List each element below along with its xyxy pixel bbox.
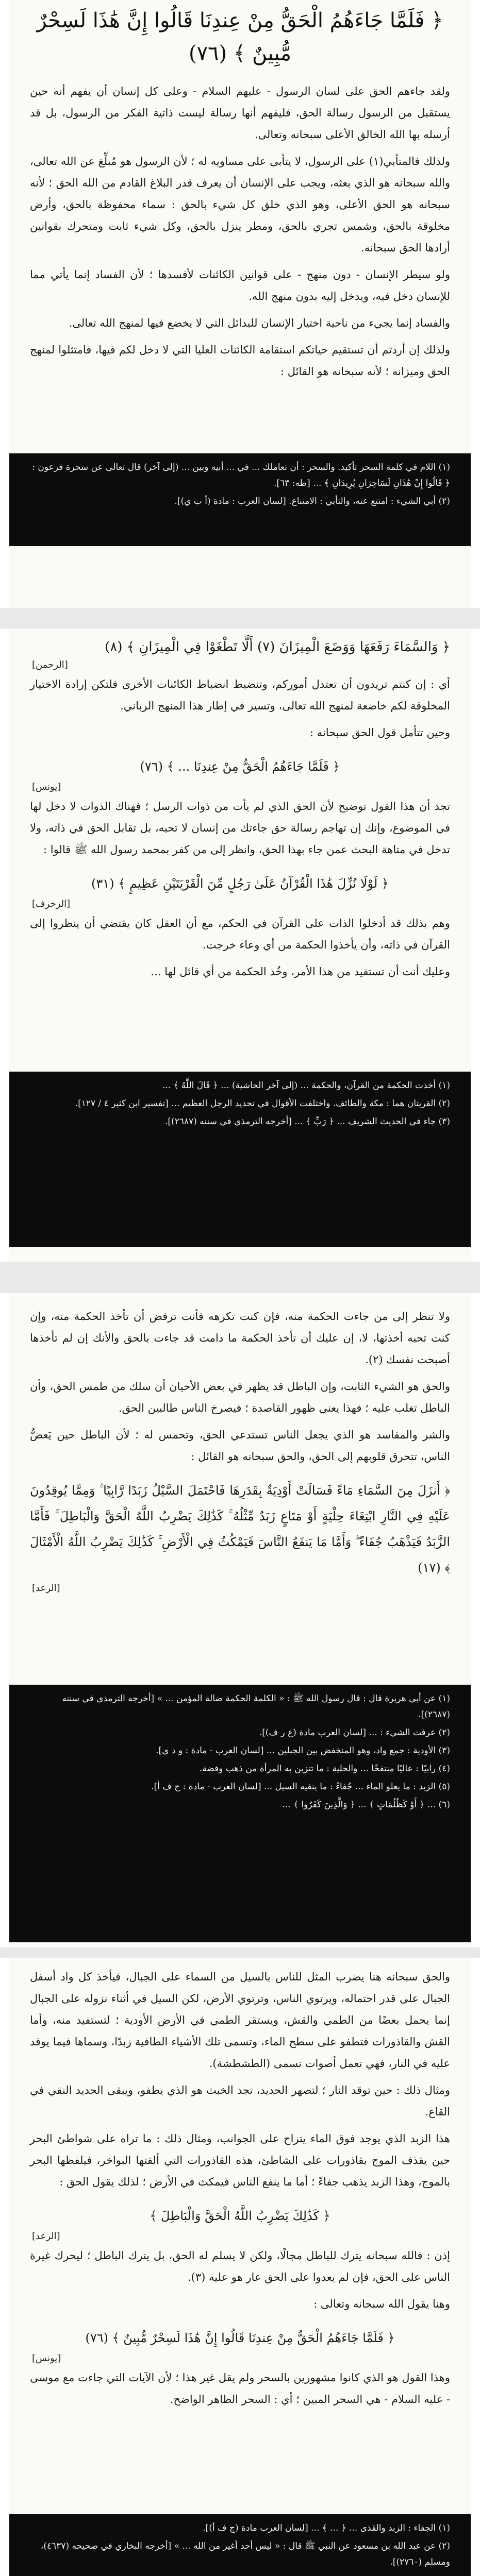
quote-reference: [الرعد] <box>32 1583 60 1594</box>
page-body <box>9 1293 471 1476</box>
footnote: (٥) الزبد : ما يعلو الماء ... جُفاءً : ما ينفيه السيل ... [لسان العرب - مادة : ج ف أ]. <box>151 1782 450 1792</box>
paragraph: والحق سبحانه هنا يضرب المثل للناس بالسيل من السماء على الجبال، فيأخذ كل واد أسفل الجبال على قدر احتماله، ويرتوي الناس، وترتوي الأرض، لكن السيل في أثناء نزوله على الجبال إنما يحمل بعضًا من الطمي والقش، ويستقر الطمي في الأرض الأودية ؛ لتستفيد منه، وأما القش والقاذورات فتطفو على سطح الماء، وتسمى تلك الأشياء الطافية زبدًا، وسماها فيما يوقد عليه في النار، فهي تعمل أصوات تسمى (الطشطشة). <box>30 1971 450 2070</box>
page-separator <box>0 608 480 629</box>
paragraph: هذا الزبد الذي يوجد فوق الماء يتزاح على الجوانب، ومثال ذلك : ما تراه على شواطئ البحر حين يقذف الموج بقاذورات على الشاطئ، هذه القاذورات التي ألقتها البواخر، فيلفظها البحر بالموج، وهذا الزبد يذهب جفاءً ؛ أما ما ينفع الناس فيمكث في الأرض ؛ لذلك يقول الحق : <box>30 2132 450 2188</box>
quran-quote: ﴿ أَنزَلَ مِنَ السَّمَاءِ مَاءً فَسَالَتْ أَوْدِيَةٌ بِقَدَرِهَا فَاحْتَمَلَ السَّيْلُ زَبَدًا رَّابِيًا ۚ وَمِمَّا يُوقِدُونَ عَلَيْهِ فِي النَّارِ ابْتِغَاءَ حِلْيَةٍ أَوْ مَتَاعٍ زَبَدٌ مِّثْلُهُ ۚ كَذَٰلِكَ يَضْرِبُ اللَّهُ الْحَقَّ وَالْبَاطِلَ ۚ فَأَمَّا الزَّبَدُ فَيَذْهَبُ جُفَاءً ۖ وَأَمَّا مَا يَنفَعُ النَّاسَ فَيَمْكُثُ فِي الْأَرْضِ ۚ كَذَٰلِكَ يَضْرِبُ اللَّهُ الْأَمْثَالَ ﴾ (١٧) <box>30 1483 450 1575</box>
paragraph: وهم بذلك قد أدخلوا الذات على القرآن في الحكم، مع أن العقل كان يقتضي أن ينظروا إلى القرآن في ذاته، وأن يأخذوا الحكمة من أي وعاء خرجت. <box>30 917 450 951</box>
page-separator <box>0 1947 480 1958</box>
quran-quote: ﴿ لَوْلَا نُزِّلَ هَٰذَا الْقُرْآنُ عَلَىٰ رَجُلٍ مِّنَ الْقَرْيَتَيْنِ عَظِيمٍ ﴾ (٣١) <box>91 876 389 891</box>
footnotes-box <box>9 1685 471 1942</box>
quote-reference: [يونس] <box>32 782 61 792</box>
page-4 <box>9 1958 471 2576</box>
page-body <box>9 77 471 391</box>
footnote: (١) اللام في كلمة السحر تأكيد. والسحر : أن تعاملك ... في ... أبيه وبين ... (إلى آخر) قال تعالى عن سحرة فرعون : ﴿ قَالُوا إِنْ هَٰذَانِ لَسَاحِرَانِ يُرِيدَانِ ﴾ ... [طه: ٦٣]. <box>32 462 450 488</box>
paragraph: تجد أن هذا القول توضيح لأن الحق الذي لم يأت من ذوات الرسل ؛ فهناك الذوات لا دخل لها في الموضوع، وإنك إن تهاجم رسالة حق جاءتك من إنسان لا تحبه، بل تقابل الحق في ذاته، ولا تدخل في متاهة البحث عمن جاء بهذا الحق، وانظر إلى من كفر بمحمد رسول الله ﷺ قالوا : <box>30 800 450 856</box>
footnote: (٦) ... ﴿ أَوْ كَظُلُمَاتٍ ﴾ ... ﴿ وَالَّذِينَ كَفَرُوا ﴾ ... <box>282 1800 450 1810</box>
paragraph: ولذلك فالمتأبي(١) على الرسول، لا يتأبى على مساويه له ؛ لأن الرسول هو مُبلِّغ عن الله تعالى، والله سبحانه هو الذي بعثه، ويجب على الإنسان أن يعرف قدر البلاغ القادم من الله الحق ؛ لأنه سبحانه هو الحق الأعلى، وهو الذي خلق كل شيء بالحق : سماء محفوظة بالحق، وأرض مخلوقة بالحق، وشمس تجري بالحق، ومطر ينزل بالحق، وكل شيء ثابت ومتحرك بقوانين أرادها الحق سبحانه. <box>30 155 450 254</box>
quran-quote: ﴿ كَذَٰلِكَ يَضْرِبُ اللَّهُ الْحَقَّ وَالْبَاطِلَ ﴾ <box>150 2209 330 2223</box>
footnotes-box <box>9 1072 471 1247</box>
page-body <box>9 2242 471 2323</box>
footnote: (١) الجفاء : الزبد والقذى ... ﴿ ... ﴾ ... [لسان العرب مادة (ج ف أ)]. <box>203 2523 450 2533</box>
footnote: (٢) أبي الشيء : امتنع عنه، والتأبي : الامتناع. [لسان العرب : مادة (أ ب ي)]. <box>174 496 450 506</box>
paragraph: وهذا القول هو الذي كانوا مشهورين بالسحر ولم يقل غير هذا ؛ لأن الآيات التي جاءت مع موسى - عليه السلام - هي السحر المبين ؛ أي : السحر الظاهر الواضح. <box>30 2371 450 2405</box>
footnote: (٣) جاء في الحديث الشريف ... ﴿ رَبِّ ﴾ ... [أخرجه الترمذي في سننه (٢٦٨٧)]. <box>165 1116 450 1127</box>
footnote: (٢) عرفت الشيء : ... [لسان العرب مادة (ع ر ف)]. <box>259 1727 450 1738</box>
footnote: (١) عن أبي هريرة قال : قال رسول الله ﷺ : « الكلمة الحكمة ضالة المؤمن ... » [أخرجه الترمذي في سننه (٢٦٨٧)]. <box>62 1693 450 1720</box>
quran-quote: ﴿ فَلَمَّا جَاءَهُمُ الْحَقُّ مِنْ عِندِنَا ... ﴾ (٧٦) <box>140 759 340 774</box>
verse-heading: ﴿ وَالسَّمَاءَ رَفَعَهَا وَوَضَعَ الْمِيزَانَ (٧) أَلَّا تَطْغَوْا فِي الْمِيزَانِ ﴾ (٨) <box>105 639 450 655</box>
paragraph: وحين تتأمل قول الحق سبحانه : <box>309 726 450 739</box>
quote-reference: [الرعد] <box>32 2231 60 2242</box>
paragraph: والحق هو الشيء الثابت، وإن الباطل قد يظهر في بعض الأحيان أن سلك من طمس الحق، وأن الباطل تغلب عليه ؛ فهذا يعني ظهور القاصدة ؛ فيصرخ الناس طالبين الحق. <box>30 1380 450 1414</box>
paragraph: وهنا يقول الله سبحانه وتعالى : <box>313 2298 450 2310</box>
footnote: (٢) عن عبد الله بن مسعود عن النبي ﷺ قال : « ليس أحد أغير من الله ... » [أخرجه البخاري في صحيحه (٤٦٣٧)، ومسلم (٢٧٦٠)]. <box>40 2541 450 2567</box>
footnotes-box <box>9 2514 471 2576</box>
quran-quote: ﴿ فَلَمَّا جَاءَهُمُ الْحَقُّ مِنْ عِندِنَا قَالُوا إِنَّ هَٰذَا لَسِحْرٌ مُّبِينٌ ﴾ (٧٦) <box>85 2331 395 2345</box>
page-body <box>9 1958 471 2201</box>
page-body <box>9 2364 471 2418</box>
paragraph: والشر والمفاسد هو الذي يجعل الناس تستدعي الحق، وتحمس له ؛ لأن الباطل حين يَعضُّ الناس، تتحرق قلوبهم إلى الحق، والحق سبحانه هو القائل : <box>30 1429 450 1463</box>
verse-reference: [الرحمن] <box>32 659 68 670</box>
verse-heading: ﴿ فَلَمَّا جَاءَهُمُ الْحَقُّ مِنْ عِندِنَا قَالُوا إِنَّ هَٰذَا لَسِحْرٌ مُّبِينٌ ﴾ (٧٦) <box>37 9 443 65</box>
quote-reference: [الزخرف] <box>32 899 71 909</box>
footnote: (٤) رابيًا : عاليًا منتفخًا ... والحلية : ما تتزين به المرأة من ذهب وفضة. <box>199 1764 450 1774</box>
footnote: (٣) الأودية : جمع واد، وهو المنخفض بين الجبلين ... [لسان العرب - مادة : و د ي]. <box>156 1745 450 1756</box>
paragraph: ولذلك إن أردتم أن تستقيم حياتكم استقامة الكائنات العليا التي لا دخل لكم فيها، فامتثلوا لمنهج الحق وميزانه ؛ لأنه سبحانه هو القائل : <box>30 344 450 378</box>
paragraph: والفساد إنما يجيء من ناحية اختيار الإنسان للبدائل التي لا يخضع فيها لمنهج الله تعالى. <box>69 317 450 329</box>
page-body <box>9 909 471 991</box>
paragraph: أي : إن كنتم تريدون أن تعتدل أموركم، وتنضبط انضباط الكائنات الأخرى فلتكن إرادة الاختيار المخلوقة لكم خاضعة لمنهج الله تعالى، وتسير في إطار هذا المنهج الرباني. <box>30 678 450 712</box>
paragraph: ومثال ذلك : حين توقد النار ؛ لتصهر الحديد، تجد الخبث هو الذي يطفو، ويبقى الحديد النقي في القاع. <box>30 2084 450 2118</box>
page-body <box>9 670 471 752</box>
footnote: (٢) القريتان هما : مكة والطائف. واختلفت الأقوال في تحديد الرجل العظيم ... [تفسير ابن كثير ٤ / ١٢٧]. <box>75 1098 450 1109</box>
page-separator <box>0 1262 480 1293</box>
paragraph: ولو سيطر الإنسان - دون منهج - على قوانين الكائنات لأفسدها ؛ لأن الفساد إنما يأتي مما للإنسان دخل فيه، ويدخل إليه بدون منهج الله. <box>30 268 450 302</box>
quote-reference: [يونس] <box>32 2353 61 2364</box>
footnotes-box <box>9 453 471 546</box>
page-body <box>9 792 471 869</box>
paragraph: وعليك أنت أن تستفيد من هذا الأمر، وخُذ الحكمة من أي قائل لها ... <box>151 965 450 978</box>
footnote: (١) أخذت الحكمة من القرآن، والحكمة ... (إلى آخر الحاشية) ... ﴿ قَالَ اللَّهُ ﴾ ... <box>162 1080 450 1091</box>
paragraph: ولا تنظر إلى من جاءت الحكمة منه، فإن كنت تكرهه فأنت ترفض أن تأخذ الحكمة منه، وإن كنت تحبه أخذتها، لا، إن عليك أن تأخذ الحكمة ما دامت قد جاءت بالحق والأنك إن لم تأخذها أصبحت نفسك (٢). <box>30 1310 450 1366</box>
paragraph: ولقد جاءهم الحق على لسان الرسول - عليهم السلام - وعلى كل إنسان أن يفهم أنه حين يستقبل من الرسول رسالة الحق، فليفهم أنها رسالة ليست ذاتية الفكر من الرسول، بل قد أرسله بها الله الخالق الأعلى سبحانه وتعالى. <box>30 85 450 141</box>
paragraph: إذن : فالله سبحانه يترك للباطل مجالًا، ولكن لا يسلم له الحق، بل يترك الباطل ؛ ليحرك غيرة الناس على الحق، فإن لم يعدوا على الحق عار هو عليه (٣). <box>30 2249 450 2283</box>
